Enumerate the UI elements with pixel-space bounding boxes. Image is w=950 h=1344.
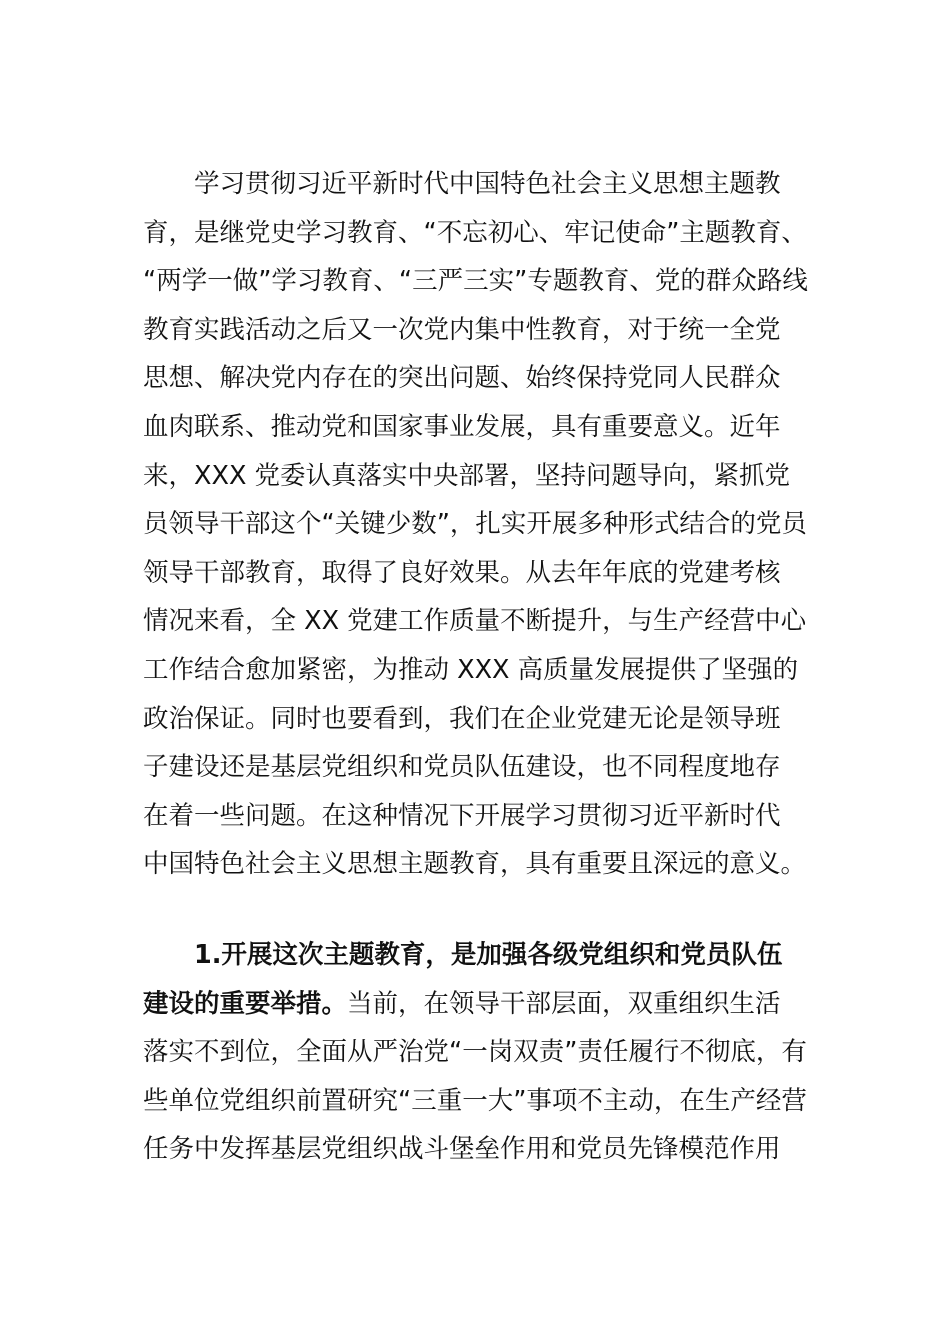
point-1-heading-line-1: 1.开展这次主题教育，是加强各级党组织和党员队伍 [194, 939, 783, 970]
point-1-line-2 [143, 980, 805, 1029]
intro-line-12: 政治保证。同时也要看到，我们在企业党建无论是领导班 [143, 703, 781, 734]
point-1-paragraph [143, 931, 805, 1174]
intro-line-7: 来，XXX 党委认真落实中央部署，坚持问题导向，紧抓党 [143, 460, 791, 491]
intro-paragraph [143, 160, 808, 889]
intro-line-13: 子建设还是基层党组织和党员队伍建设，也不同程度地存 [143, 752, 781, 783]
intro-line-10: 情况来看，全 XX 党建工作质量不断提升，与生产经营中心 [143, 606, 807, 637]
point-1-heading-line-2: 建设的重要举措。 [143, 988, 348, 1019]
intro-line-3: “两学一做”学习教育、“三严三实”专题教育、党的群众路线 [143, 266, 808, 297]
intro-line-1: 学习贯彻习近平新时代中国特色社会主义思想主题教 [194, 169, 781, 199]
document-body [143, 160, 808, 1174]
intro-line-4: 教育实践活动之后又一次党内集中性教育，对于统一全党 [143, 314, 781, 345]
intro-line-11: 工作结合愈加紧密，为推动 XXX 高质量发展提供了坚强的 [143, 654, 799, 685]
point-1-line-2-text: 当前，在领导干部层面，双重组织生活 [347, 988, 781, 1019]
intro-line-8: 员领导干部这个“关键少数”，扎实开展多种形式结合的党员 [143, 509, 807, 540]
intro-line-14: 在着一些问题。在这种情况下开展学习贯彻习近平新时代 [143, 800, 781, 831]
intro-line-5: 思想、解决党内存在的突出问题、始终保持党同人民群众 [143, 363, 781, 394]
point-1-line-5: 任务中发挥基层党组织战斗堡垒作用和党员先锋模范作用 [143, 1134, 781, 1165]
intro-line-15: 中国特色社会主义思想主题教育，具有重要且深远的意义。 [143, 849, 807, 880]
point-1-line-3: 落实不到位，全面从严治党“一岗双责”责任履行不彻底，有 [143, 1037, 807, 1068]
intro-line-9: 领导干部教育，取得了良好效果。从去年年底的党建考核 [143, 557, 781, 588]
point-1-line-4: 些单位党组织前置研究“三重一大”事项不主动，在生产经营 [143, 1085, 807, 1116]
intro-line-2: 育，是继党史学习教育、“不忘初心、牢记使命”主题教育、 [143, 217, 807, 248]
intro-line-6: 血肉联系、推动党和国家事业发展，具有重要意义。近年 [143, 411, 781, 442]
